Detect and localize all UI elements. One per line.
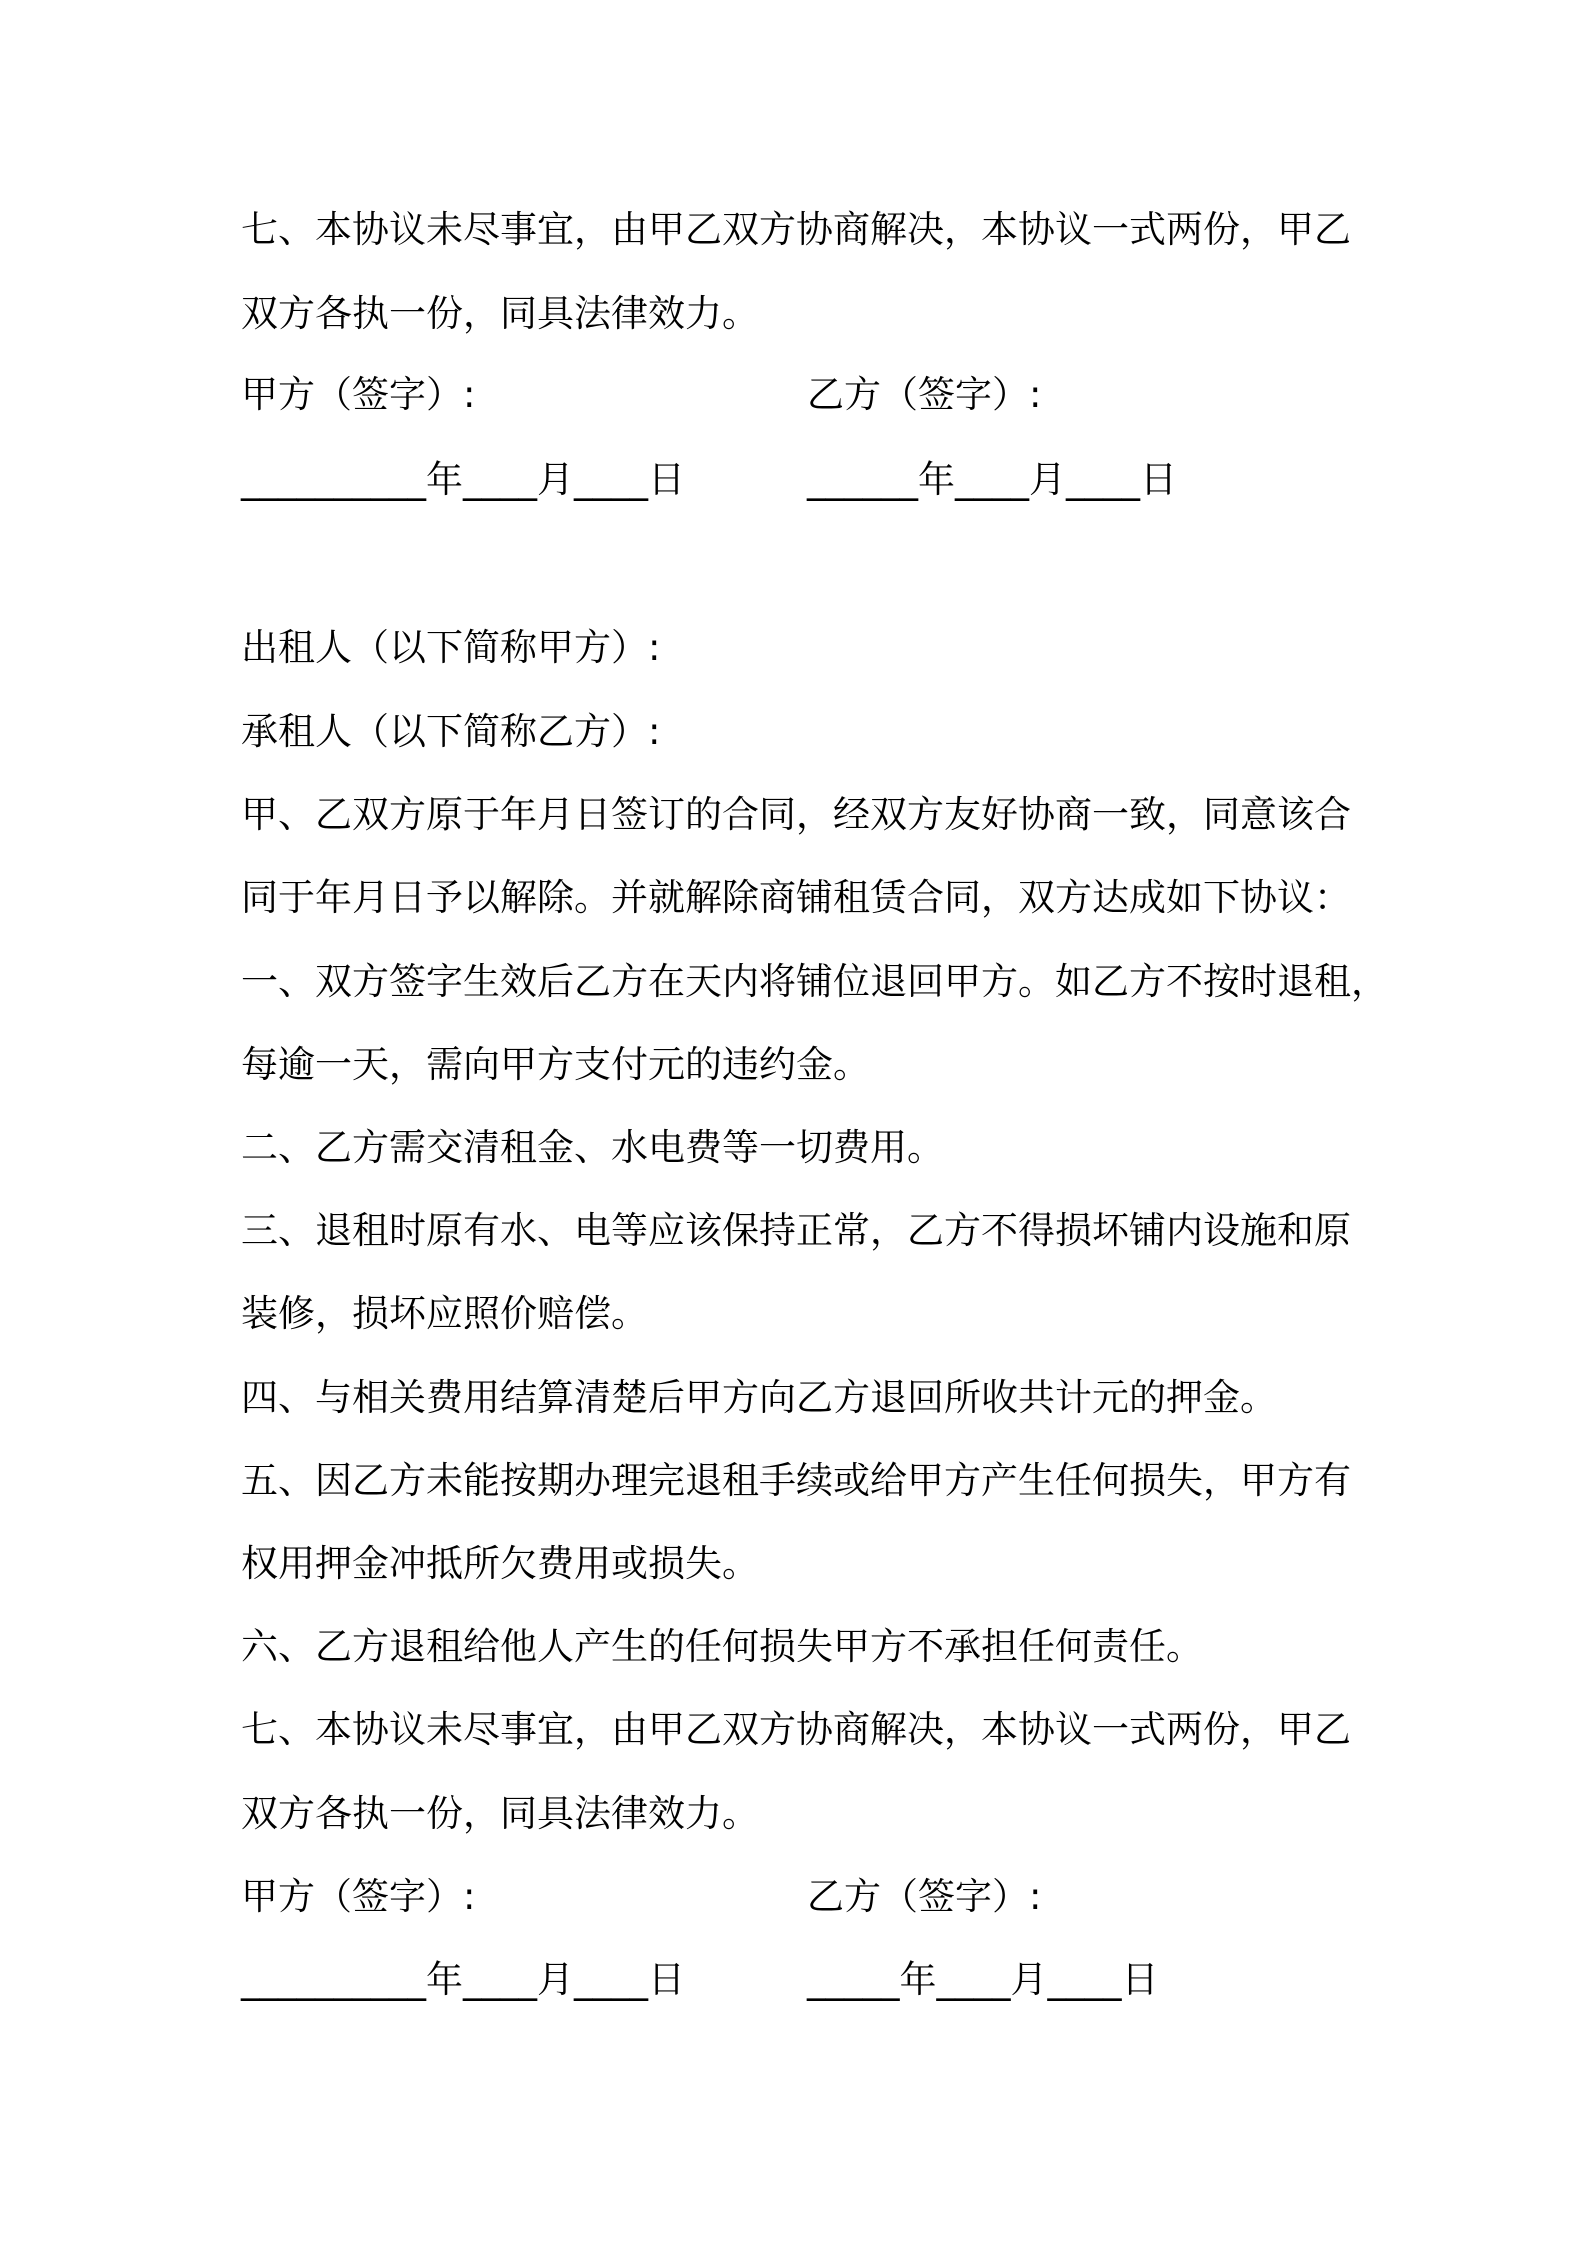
clause-5-line-2: 权用押金冲抵所欠费用或损失。 bbox=[241, 1542, 759, 1585]
party-b-signature-label: 乙方（签字）: bbox=[807, 1875, 1042, 1918]
clause-5-line-1: 五、因乙方未能按期办理完退租手续或给甲方产生任何损失，甲方有 bbox=[241, 1459, 1351, 1502]
clause-7-line-2: 双方各执一份，同具法律效力。 bbox=[241, 1792, 759, 1835]
clause-3-line-2: 装修，损坏应照价赔偿。 bbox=[241, 1292, 648, 1335]
clause-4: 四、与相关费用结算清楚后甲方向乙方退回所收共计元的押金。 bbox=[241, 1376, 1277, 1419]
party-b-date-line: _____年____月____日 bbox=[807, 1958, 1159, 2001]
clause-7-line-2: 双方各执一份，同具法律效力。 bbox=[241, 292, 759, 335]
party-a-signature-label: 甲方（签字）: bbox=[241, 373, 476, 416]
lessee-line: 承租人（以下简称乙方）: bbox=[241, 710, 661, 753]
clause-1-line-2: 每逾一天，需向甲方支付元的违约金。 bbox=[241, 1043, 870, 1086]
intro-line-1: 甲、乙双方原于年月日签订的合同，经双方友好协商一致，同意该合 bbox=[241, 793, 1351, 836]
clause-7-line-1: 七、本协议未尽事宜，由甲乙双方协商解决，本协议一式两份，甲乙 bbox=[241, 1708, 1351, 1751]
clause-2: 二、乙方需交清租金、水电费等一切费用。 bbox=[241, 1126, 944, 1169]
party-b-date-line: ______年____月____日 bbox=[807, 458, 1177, 501]
lessor-line: 出租人（以下简称甲方）: bbox=[241, 626, 661, 669]
clause-1-line-1: 一、双方签字生效后乙方在天内将铺位退回甲方。如乙方不按时退租， bbox=[241, 960, 1388, 1003]
clause-3-line-1: 三、退租时原有水、电等应该保持正常，乙方不得损坏铺内设施和原 bbox=[241, 1209, 1351, 1252]
clause-7-line-1: 七、本协议未尽事宜，由甲乙双方协商解决，本协议一式两份，甲乙 bbox=[241, 208, 1351, 251]
clause-6: 六、乙方退租给他人产生的任何损失甲方不承担任何责任。 bbox=[241, 1625, 1203, 1668]
party-a-signature-label: 甲方（签字）: bbox=[241, 1875, 476, 1918]
party-a-date-line: __________年____月____日 bbox=[241, 1958, 685, 2001]
intro-line-2: 同于年月日予以解除。并就解除商铺租赁合同，双方达成如下协议： bbox=[241, 876, 1351, 919]
party-a-date-line: __________年____月____日 bbox=[241, 458, 685, 501]
party-b-signature-label: 乙方（签字）: bbox=[807, 373, 1042, 416]
